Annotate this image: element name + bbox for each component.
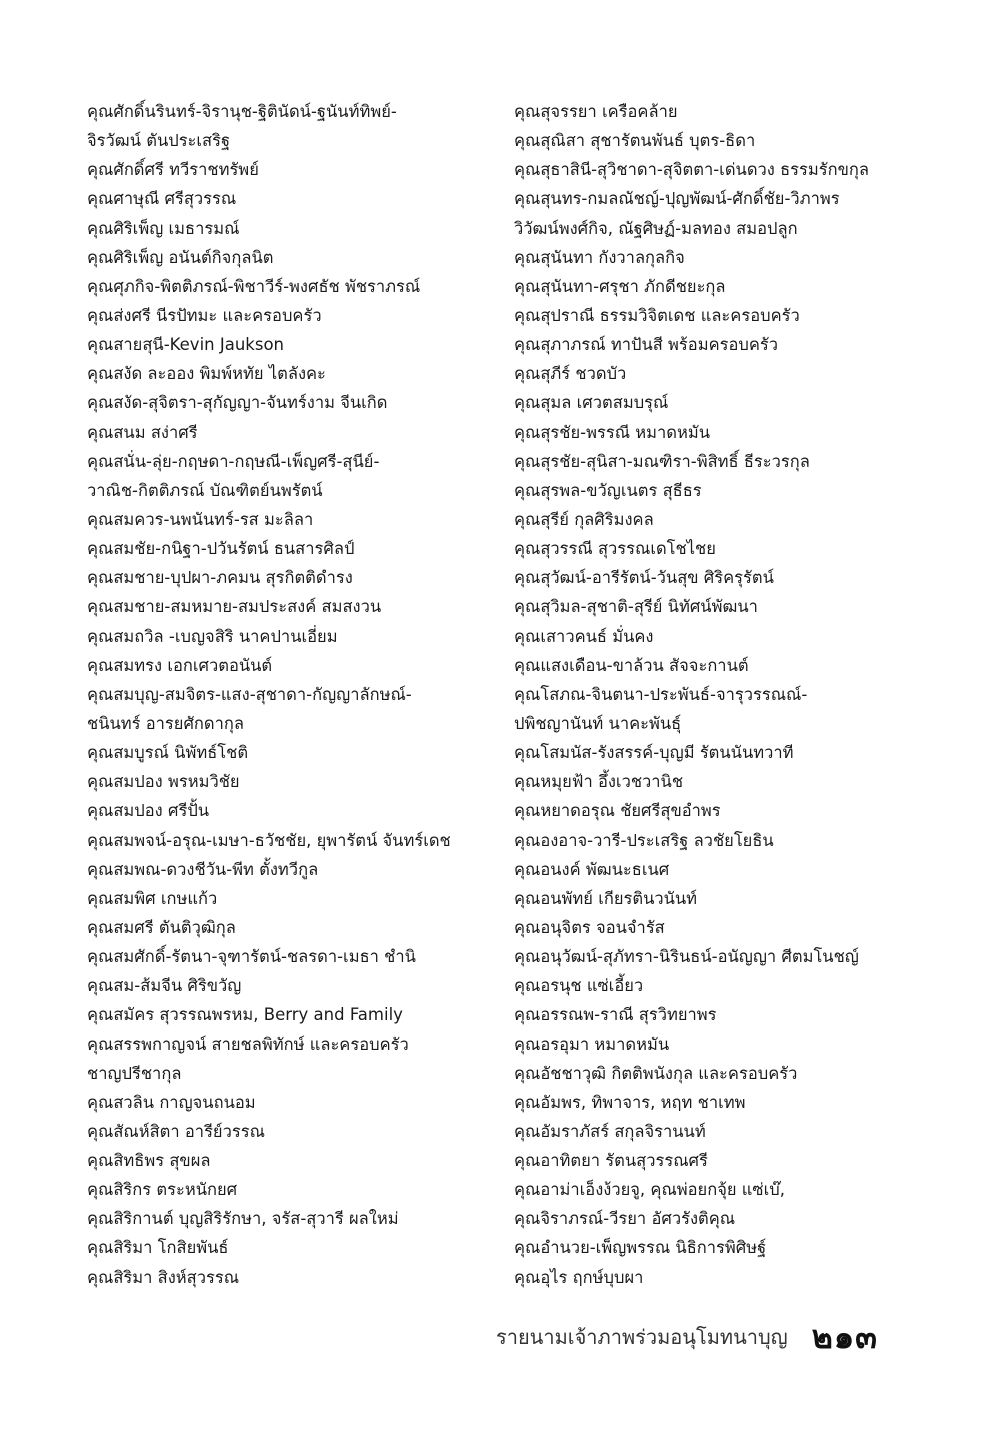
name-entry: คุณอาทิตยา รัตนสุวรรณศรี (514, 1151, 708, 1171)
name-entry: คุณเสาวคนธ์ มั่นคง (514, 626, 654, 646)
name-entry: คุณอนพัทย์ เกียรตินวนันท์ (514, 888, 698, 908)
name-entry: คุณสงัด-สุจิตรา-สุกัญญา-จันทร์งาม จีนเกิด (87, 393, 388, 413)
name-entry: คุณสมัคร สุวรรณพรหม, Berry and Family (87, 1005, 403, 1025)
name-entry: คุณสุมล เศวตสมบรุณ์ (514, 393, 669, 413)
name-entry: คุณสมบุญ-สมจิตร-แสง-สุชาดา-กัญญาลักษณ์- (87, 684, 412, 704)
name-entry: คุณอาม่าเอ็งง้วยจู, คุณพ่อยกจุ้ย แซ่เบ๊, (514, 1180, 785, 1200)
name-entry: คุณอัมพร, ทิพาจาร, หฤท ชาเทพ (514, 1092, 746, 1112)
name-entry: คุณสงัด ละออง พิมพ์หทัย ไตลังคะ (87, 364, 326, 384)
name-entry: คุณอำนวย-เพ็ญพรรณ นิธิการพิศิษฐ์ (514, 1238, 767, 1258)
name-entry: คุณหมุยฟ้า อึ้งเวชวานิช (514, 772, 684, 792)
name-entry: คุณสุภีร์ ชวดบัว (514, 364, 627, 384)
name-entry: คุณสุปราณี ธรรมวิจิตเดช และครอบครัว (514, 305, 800, 325)
name-entry: ชาญปรีชากุล (87, 1063, 182, 1083)
name-entry: คุณสุรพล-ขวัญเนตร สุธีธร (514, 480, 702, 500)
name-entry: คุณสวลิน กาญจนถนอม (87, 1092, 256, 1112)
name-entry: คุณศิริเพ็ญ อนันต์กิจกุลนิต (87, 247, 274, 267)
name-entry: คุณสมชัย-กนิฐา-ปวันรัตน์ ธนสารศิลป์ (87, 539, 355, 559)
name-entry: คุณอุไร ฤกษ์บุบผา (514, 1267, 644, 1287)
name-entry: คุณองอาจ-วารี-ประเสริฐ ลวชัยโยธิน (514, 830, 774, 850)
name-entry: คุณสุนันทา กังวาลกุลกิจ (514, 247, 685, 267)
name-entry: ชนินทร์ อารยศักดากุล (87, 713, 244, 733)
name-entry: วาณิช-กิตติภรณ์ บัณฑิตย์นพรัตน์ (87, 480, 323, 500)
name-entry: คุณอรนุช แซ่เอี้ยว (514, 976, 644, 996)
name-entry: คุณศักดิ์นรินทร์-จิรานุช-ฐิตินัดน์-ฐนันท์ทิพย์- (87, 102, 397, 121)
name-entry: คุณอัมราภัสร์ สกุลจิรานนท์ (514, 1121, 706, 1141)
name-entry: คุณสนั่น-ลุ่ย-กฤษดา-กฤษณี-เพ็ญศรี-สุนีย์- (87, 451, 380, 471)
name-entry: คุณอนุจิตร จอนจำรัส (514, 917, 665, 937)
name-entry: ปพิชญานันท์ นาคะพันธุ์ (514, 713, 682, 733)
name-entry: คุณสุรชัย-สุนิสา-มณฑิรา-พิสิทธิ์ ธีระวรกุล (514, 451, 810, 471)
name-entry: คุณสุนันทา-ศรุชา ภักดีชยะกุล (514, 276, 726, 296)
page-number: ๒๑๓ (811, 1317, 878, 1356)
name-entry: คุณสมชาย-สมหมาย-สมประสงค์ สมสงวน (87, 597, 382, 617)
name-entry: คุณสุวัฒน์-อารีรัตน์-วันสุข ศิริครุรัตน์ (514, 568, 774, 588)
name-entry: คุณโสภณ-จินตนา-ประพันธ์-จารุวรรณณ์- (514, 684, 808, 704)
name-entry: คุณสมถวิล -เบญจสิริ นาคปานเอี่ยม (87, 626, 338, 646)
name-entry: คุณสมศักดิ์-รัตนา-จุฑารัตน์-ชลรดา-เมธา ชำนิ (87, 947, 416, 967)
page-footer (496, 1317, 878, 1357)
name-entry: คุณสุรชัย-พรรณี หมาดหมัน (514, 422, 711, 442)
name-entry: คุณหยาดอรุณ ชัยศรีสุขอำพร (514, 801, 721, 821)
name-entry: คุณสมศรี ตันติวุฒิกุล (87, 917, 236, 937)
name-entry: คุณสุนทร-กมลณัชญ์-ปุญพัฒน์-ศักดิ์ชัย-วิภาพร (514, 189, 840, 209)
name-entry: คุณอรอุมา หมาดหมัน (514, 1034, 670, 1054)
name-entry: คุณสม-ส้มจีน ศิริขวัญ (87, 976, 242, 996)
name-entry: คุณอนงค์ พัฒนะธเนศ (514, 859, 670, 879)
name-entry: คุณศักดิ์ศรี ทวีราชทรัพย์ (87, 160, 259, 180)
name-entry: คุณสุรีย์ กุลศิริมงคล (514, 509, 654, 529)
footer-title: รายนามเจ้าภาพร่วมอนุโมทนาบุญ (495, 1325, 788, 1349)
right-name-list (514, 97, 944, 1292)
name-entry: คุณสมชาย-บุปผา-ภคมน สุรกิตติดำรง (87, 568, 353, 588)
name-entry: คุณสุจรรยา เครือคล้าย (514, 102, 678, 121)
name-entry: คุณสุภาภรณ์ ทาปันสี พร้อมครอบครัว (514, 335, 779, 355)
name-entry: วิวัฒน์พงศ์กิจ, ณัฐศิษฏ์-มลทอง สมอปลูก (514, 218, 798, 238)
name-entry: คุณจิราภรณ์-วีรยา อัศวรังติคุณ (514, 1209, 736, 1229)
name-entry: คุณสมพจน์-อรุณ-เมษา-ธวัชชัย, ยุพารัตน์ จันทร์เดช (87, 830, 451, 850)
name-entry: คุณสมพณ-ดวงชีวัน-พีท ตั้งทวีกูล (87, 859, 319, 879)
name-entry: คุณสุธาสินี-สุวิชาดา-สุจิตตา-เด่นดวง ธรรมรักขกุล (514, 160, 869, 180)
left-name-list (87, 97, 507, 1292)
name-entry: คุณสนม สง่าศรี (87, 422, 198, 442)
name-entry: คุณอรรณพ-ราณี สุรวิทยาพร (514, 1005, 717, 1025)
name-entry: จิรวัฒน์ ตันประเสริฐ (87, 131, 231, 151)
name-entry: คุณสมควร-นพนันทร์-รส มะลิลา (87, 509, 314, 529)
name-entry: คุณสุวรรณี สุวรรณเดโชไชย (514, 539, 716, 559)
name-entry: คุณโสมนัส-รังสรรค์-บุญมี รัตนนันทวาที (514, 743, 794, 763)
name-entry: คุณสิริมา โกสิยพันธ์ (87, 1238, 229, 1258)
name-entry: คุณสุณิสา สุชารัตนพันธ์ บุตร-ธิดา (514, 131, 756, 151)
name-entry: คุณสุวิมล-สุชาติ-สุรีย์ นิทัศน์พัฒนา (514, 597, 758, 617)
name-entry: คุณสมทรง เอกเศวตอนันต์ (87, 655, 273, 675)
name-entry: คุณสิทธิพร สุขผล (87, 1151, 211, 1171)
name-entry: คุณอัชชาวุฒิ กิตติพนังกุล และครอบครัว (514, 1063, 798, 1083)
name-entry: คุณศาษุณี ศรีสุวรรณ (87, 189, 237, 209)
name-entry: คุณสัณห์สิตา อารีย์วรรณ (87, 1121, 265, 1141)
name-entry: คุณศุภกิจ-พิตติภรณ์-พิชาวีร์-พงศธัช พัชราภรณ์ (87, 276, 421, 296)
name-entry: คุณสิริมา สิงห์สุวรรณ (87, 1267, 240, 1287)
name-entry: คุณอนุวัฒน์-สุภัทรา-นิรินธน์-อนัญญา ศีตมโนชญ์ (514, 947, 859, 967)
name-entry: คุณแสงเดือน-ขาล้วน สัจจะกานต์ (514, 655, 749, 675)
name-entry: คุณศิริเพ็ญ เมธารมณ์ (87, 218, 240, 238)
name-entry: คุณสมปอง ศรีปั้น (87, 801, 210, 821)
name-entry: คุณสายสุนี-Kevin Jaukson (87, 335, 284, 355)
name-entry: คุณสมบูรณ์ นิพัทธ์โชติ (87, 743, 249, 763)
name-entry: คุณส่งศรี นีรปัทมะ และครอบครัว (87, 305, 322, 325)
name-entry: คุณสรรพกาญจน์ สายชลพิทักษ์ และครอบครัว (87, 1034, 409, 1054)
name-entry: คุณสมพิศ เกษแก้ว (87, 888, 218, 908)
name-entry: คุณสิริกานต์ บุญสิริรักษา, จรัส-สุวารี ผลใหม่ (87, 1209, 399, 1229)
name-entry: คุณสมปอง พรหมวิชัย (87, 772, 240, 792)
name-entry: คุณสิริกร ตระหนักยศ (87, 1180, 238, 1200)
